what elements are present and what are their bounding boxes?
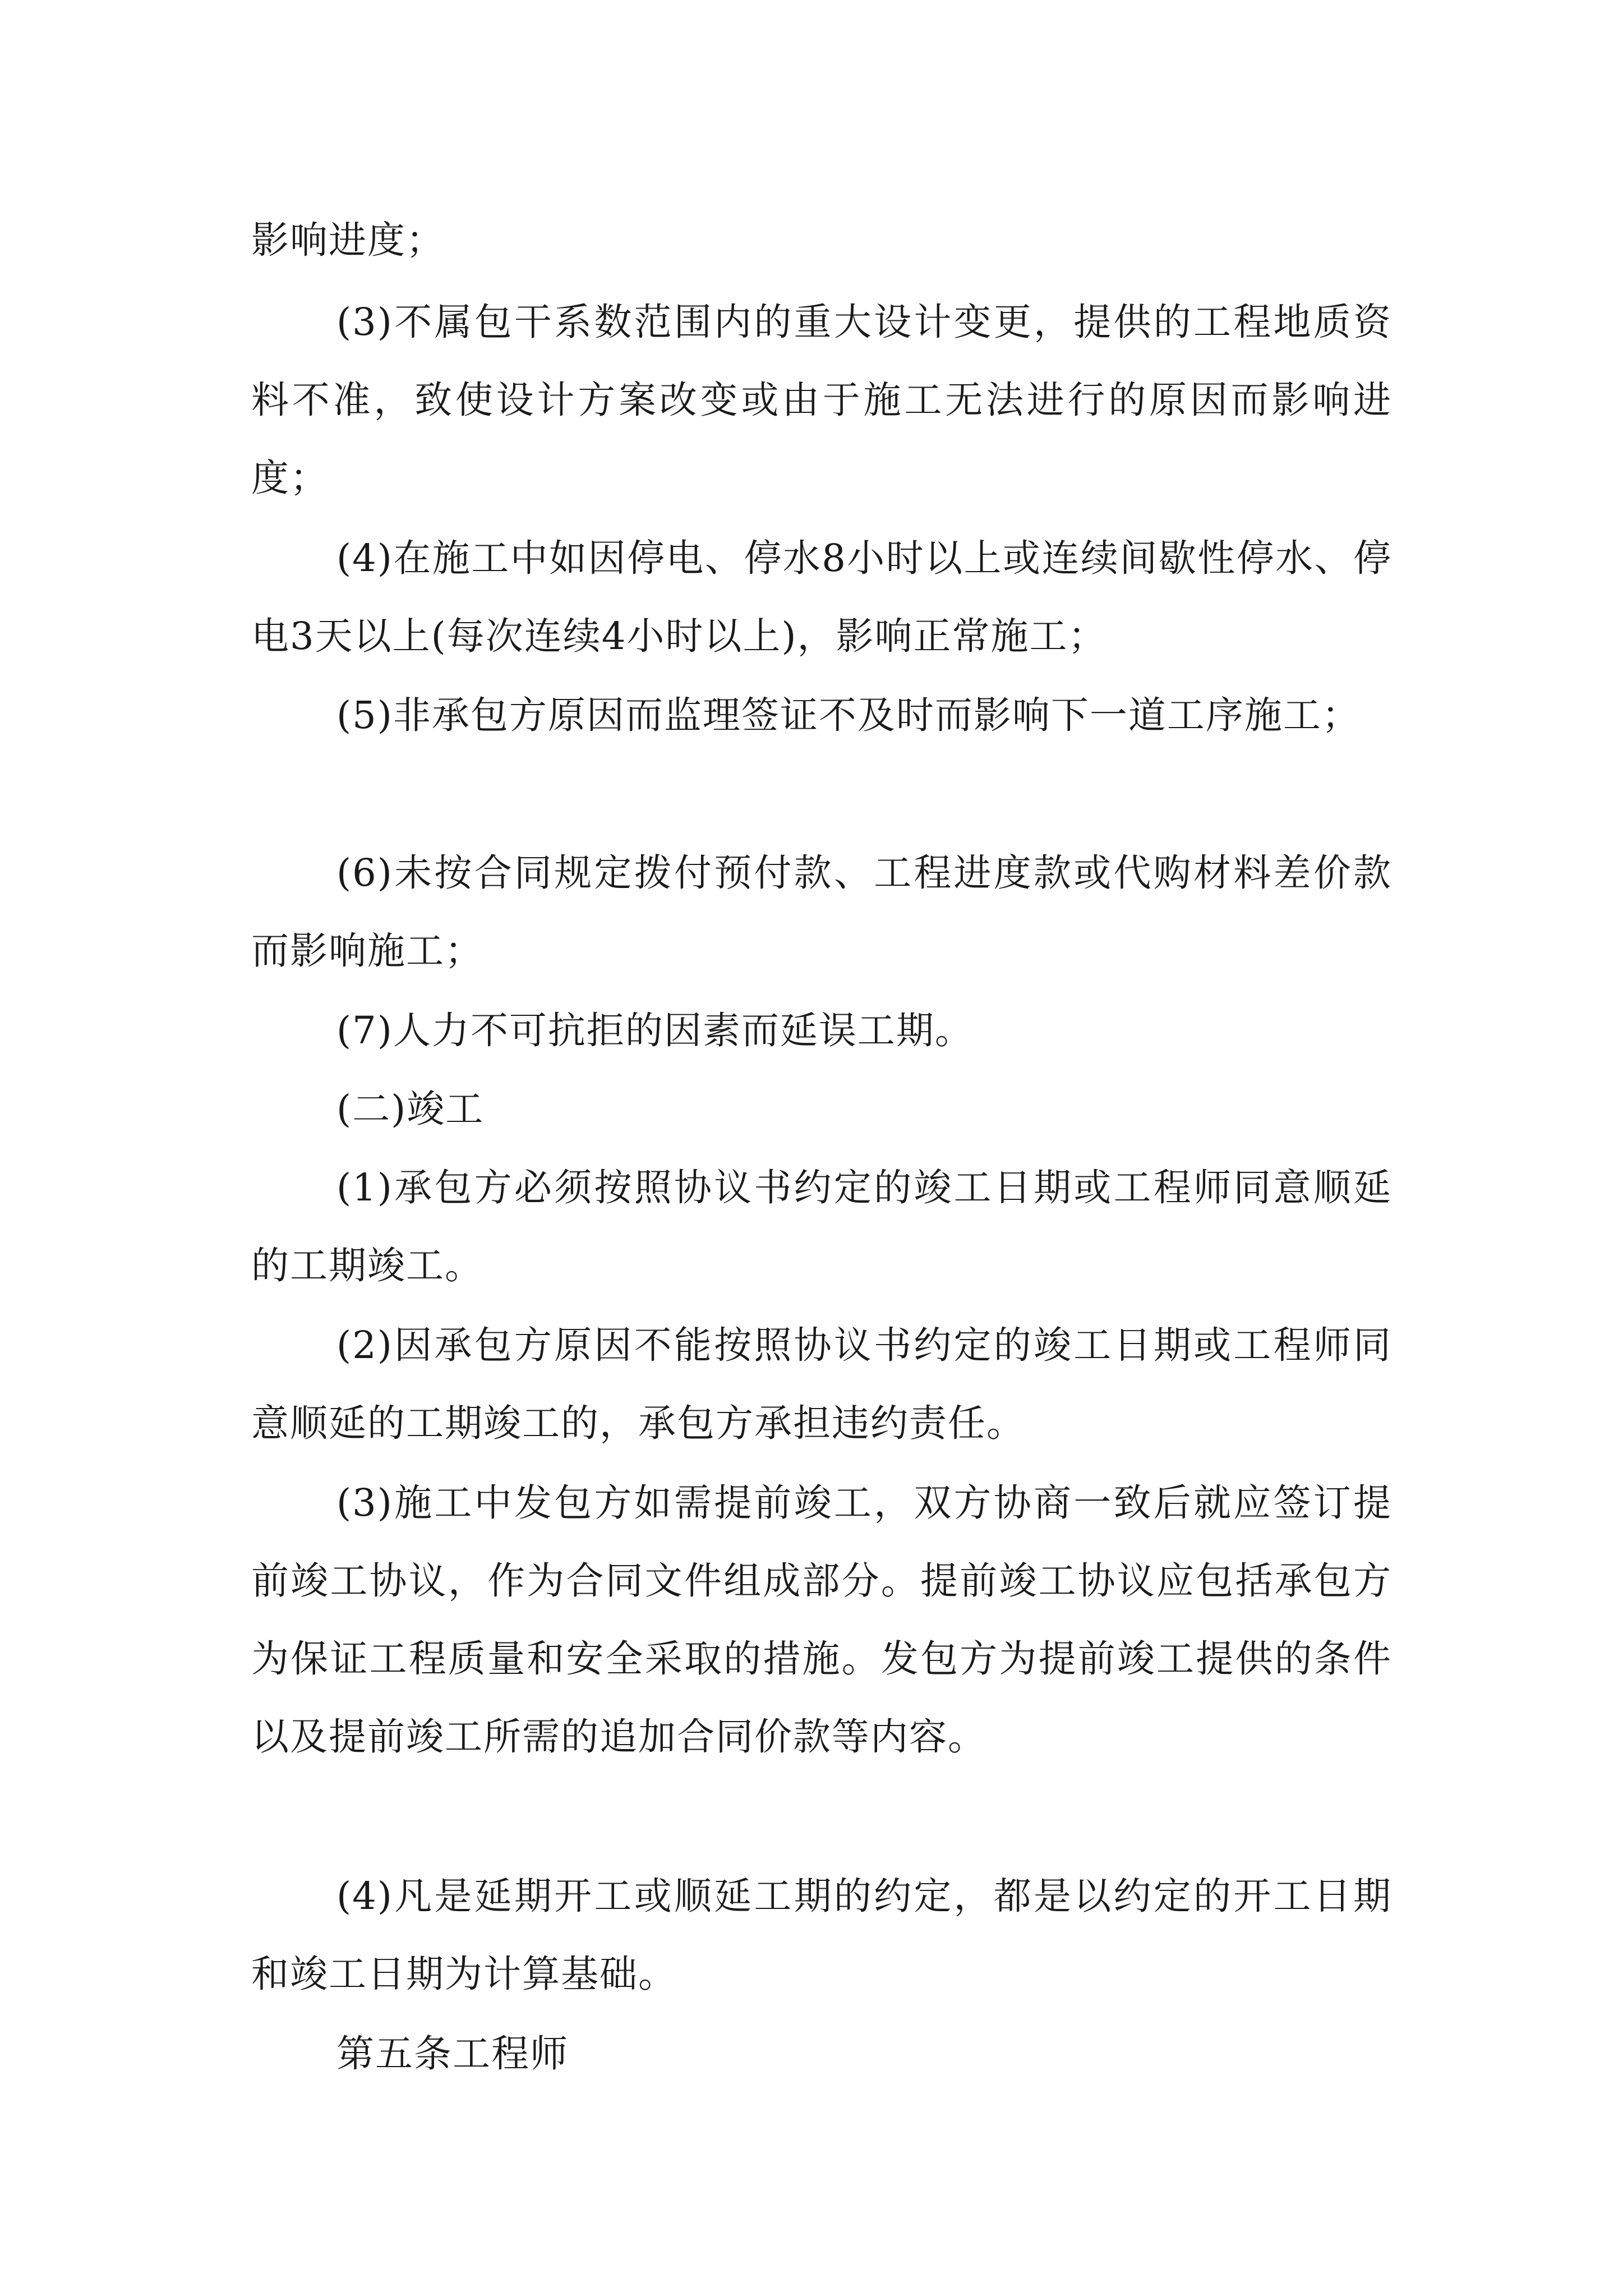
paragraph-completion-item-2: (2)因承包方原因不能按照协议书约定的竣工日期或工程师同意顺延的工期竣工的，承包方承担违约责任。 (251, 1323, 1392, 1445)
paragraph-item-4-power-water-outage: (4)在施工中如因停电、停水8小时以上或连续间歇性停水、停电3天以上(每次连续4小时以上)，影响正常施工； (251, 536, 1392, 658)
paragraph-item-5-supervision-signoff: (5)非承包方原因而监理签证不及时而影响下一道工序施工； (336, 693, 1361, 737)
section-heading-completion: (二)竣工 (336, 1087, 485, 1131)
paragraph-item-7-force-majeure: (7)人力不可抗拒的因素而延误工期。 (336, 1009, 974, 1052)
article-heading-engineer: 第五条工程师 (336, 2032, 569, 2076)
paragraph-item-6-payment-delay: (6)未按合同规定拨付预付款、工程进度款或代购材料差价款而影响施工； (251, 851, 1392, 973)
paragraph-item-3-design-change: (3)不属包干系数范围内的重大设计变更，提供的工程地质资料不准，致使设计方案改变或由于施工无法进行的原因而影响进度； (251, 300, 1392, 500)
paragraph-progress-impact-end: 影响进度； (251, 218, 445, 262)
paragraph-completion-item-4: (4)凡是延期开工或顺延工期的约定，都是以约定的开工日期和竣工日期为计算基础。 (251, 1874, 1392, 1996)
paragraph-completion-item-1: (1)承包方必须按照协议书约定的竣工日期或工程师同意顺延的工期竣工。 (251, 1166, 1392, 1287)
paragraph-completion-item-3: (3)施工中发包方如需提前竣工，双方协商一致后就应签订提前竣工协议，作为合同文件组成部分。提前竣工协议应包括承包方为保证工程质量和安全采取的措施。发包方为提前竣工提供的条件以及提前竣工所需的追加合同价款等内容。 (251, 1481, 1392, 1759)
